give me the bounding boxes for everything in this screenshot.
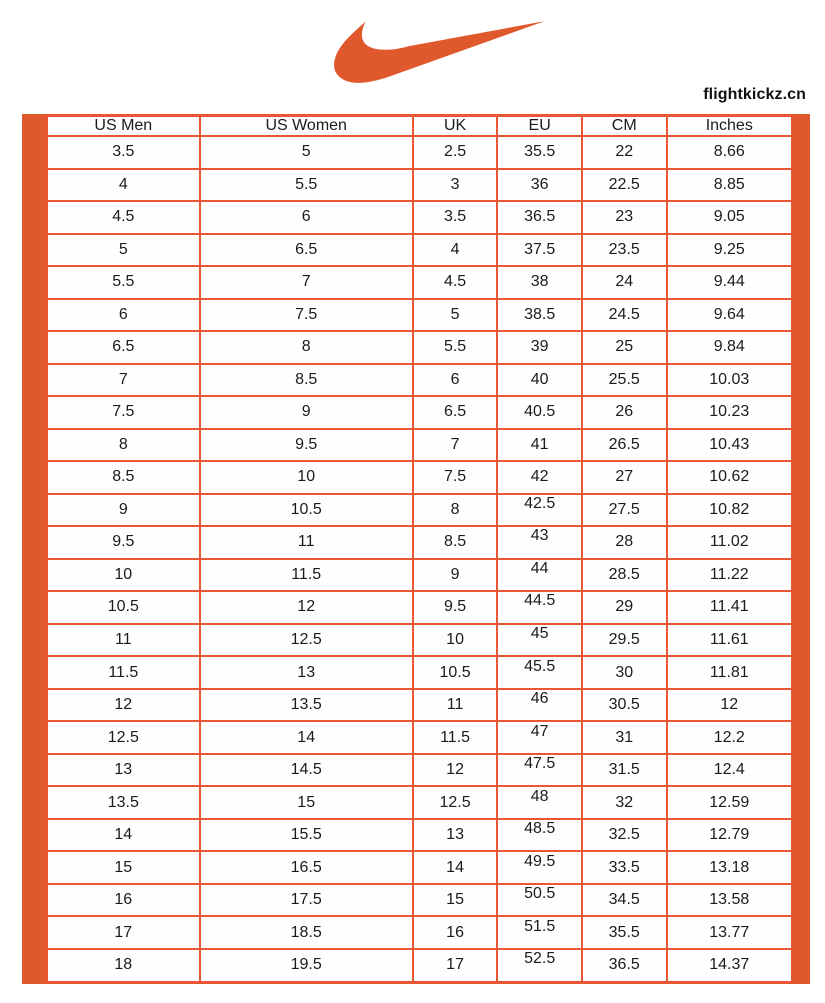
table-cell — [497, 786, 582, 819]
table-cell: 11.5 — [200, 559, 413, 592]
table-cell: 27 — [582, 461, 667, 494]
table-row — [47, 689, 792, 722]
nike-swoosh-icon — [331, 16, 549, 88]
table-cell: 13.58 — [667, 884, 792, 917]
table-cell: 11.81 — [667, 656, 792, 689]
table-cell: 36 — [497, 169, 582, 202]
eu-value-raised: 44 — [530, 559, 549, 577]
table-cell: 8 — [413, 494, 498, 527]
table-cell: 7.5 — [413, 461, 498, 494]
table-cell: 10.5 — [47, 591, 200, 624]
table-cell: 34.5 — [582, 884, 667, 917]
table-cell: 10.5 — [413, 656, 498, 689]
table-cell: 24 — [582, 266, 667, 299]
nike-swoosh-path — [334, 21, 545, 83]
table-cell: 15.5 — [200, 819, 413, 852]
table-cell: 32.5 — [582, 819, 667, 852]
table-cell: 7 — [47, 364, 200, 397]
table-row — [47, 234, 792, 267]
table-cell: 18.5 — [200, 916, 413, 949]
table-cell: 22.5 — [582, 169, 667, 202]
table-cell: 6 — [200, 201, 413, 234]
eu-value-raised: 48.5 — [524, 820, 556, 838]
table-cell: 9.5 — [47, 526, 200, 559]
size-chart-frame — [22, 114, 810, 984]
table-row — [47, 526, 792, 559]
table-cell: 29 — [582, 591, 667, 624]
table-cell: 6 — [413, 364, 498, 397]
table-cell — [497, 591, 582, 624]
eu-value-raised: 47 — [530, 722, 549, 740]
column-header: US Men — [47, 116, 200, 137]
table-cell: 26.5 — [582, 429, 667, 462]
eu-value-raised: 51.5 — [524, 917, 556, 935]
eu-value-raised: 49.5 — [524, 852, 556, 870]
table-cell: 14 — [200, 721, 413, 754]
table-cell: 5.5 — [47, 266, 200, 299]
column-header: EU — [497, 116, 582, 137]
table-cell: 9.84 — [667, 331, 792, 364]
table-cell: 10.5 — [200, 494, 413, 527]
table-cell: 12.59 — [667, 786, 792, 819]
table-row — [47, 299, 792, 332]
left-orange-band — [22, 114, 46, 984]
table-cell: 7 — [413, 429, 498, 462]
table-cell: 41 — [497, 429, 582, 462]
table-cell: 10.23 — [667, 396, 792, 429]
table-row — [47, 494, 792, 527]
table-row — [47, 786, 792, 819]
table-cell: 12.79 — [667, 819, 792, 852]
table-cell: 38.5 — [497, 299, 582, 332]
table-row — [47, 851, 792, 884]
table-cell: 3.5 — [413, 201, 498, 234]
table-cell: 29.5 — [582, 624, 667, 657]
table-cell — [497, 819, 582, 852]
table-cell: 37.5 — [497, 234, 582, 267]
table-row — [47, 331, 792, 364]
table-row — [47, 949, 792, 983]
column-header: US Women — [200, 116, 413, 137]
table-cell — [497, 884, 582, 917]
size-conversion-table — [46, 114, 793, 984]
eu-value-raised: 42.5 — [524, 494, 556, 512]
table-cell: 12 — [413, 754, 498, 787]
table-row — [47, 559, 792, 592]
table-cell: 28.5 — [582, 559, 667, 592]
table-cell: 8.5 — [47, 461, 200, 494]
table-cell: 42 — [497, 461, 582, 494]
table-cell: 9.5 — [200, 429, 413, 462]
table-cell: 8.85 — [667, 169, 792, 202]
table-cell: 13.77 — [667, 916, 792, 949]
table-cell: 5.5 — [200, 169, 413, 202]
table-cell: 11 — [200, 526, 413, 559]
table-cell: 40.5 — [497, 396, 582, 429]
table-cell: 6.5 — [413, 396, 498, 429]
table-cell: 13.5 — [200, 689, 413, 722]
table-cell: 18 — [47, 949, 200, 983]
table-row — [47, 396, 792, 429]
table-cell: 26 — [582, 396, 667, 429]
table-cell: 14 — [47, 819, 200, 852]
table-cell: 24.5 — [582, 299, 667, 332]
table-cell: 13 — [200, 656, 413, 689]
table-cell: 8 — [47, 429, 200, 462]
table-cell: 2.5 — [413, 136, 498, 169]
table-cell: 10.43 — [667, 429, 792, 462]
table-cell: 10.82 — [667, 494, 792, 527]
header-row — [47, 116, 792, 137]
table-cell: 23 — [582, 201, 667, 234]
table-cell: 31.5 — [582, 754, 667, 787]
table-cell: 14 — [413, 851, 498, 884]
table-cell: 10 — [200, 461, 413, 494]
table-cell — [497, 949, 582, 983]
table-cell: 12 — [200, 591, 413, 624]
table-cell: 9.25 — [667, 234, 792, 267]
table-row — [47, 656, 792, 689]
table-cell: 10 — [413, 624, 498, 657]
table-cell: 17 — [413, 949, 498, 983]
table-cell: 10 — [47, 559, 200, 592]
table-cell: 11.5 — [47, 656, 200, 689]
eu-value-raised: 48 — [530, 787, 549, 805]
table-cell: 11.02 — [667, 526, 792, 559]
table-cell: 13 — [413, 819, 498, 852]
table-body — [47, 136, 792, 983]
table-cell: 35.5 — [497, 136, 582, 169]
table-cell: 9.5 — [413, 591, 498, 624]
table-row — [47, 624, 792, 657]
table-row — [47, 754, 792, 787]
table-cell: 9 — [200, 396, 413, 429]
table-cell: 4 — [413, 234, 498, 267]
table-cell: 6.5 — [47, 331, 200, 364]
table-row — [47, 429, 792, 462]
table-cell: 12.5 — [47, 721, 200, 754]
table-cell: 7.5 — [47, 396, 200, 429]
table-cell: 28 — [582, 526, 667, 559]
column-header: CM — [582, 116, 667, 137]
table-cell: 5 — [47, 234, 200, 267]
table-cell: 12.2 — [667, 721, 792, 754]
table-cell: 33.5 — [582, 851, 667, 884]
table-cell: 19.5 — [200, 949, 413, 983]
table-cell: 8.66 — [667, 136, 792, 169]
table-cell: 12.5 — [200, 624, 413, 657]
column-header: UK — [413, 116, 498, 137]
table-cell: 23.5 — [582, 234, 667, 267]
table-cell: 3 — [413, 169, 498, 202]
table-cell: 11 — [47, 624, 200, 657]
table-cell: 25 — [582, 331, 667, 364]
table-cell: 12.5 — [413, 786, 498, 819]
table-cell: 16.5 — [200, 851, 413, 884]
table-cell: 8.5 — [413, 526, 498, 559]
eu-value-raised: 52.5 — [524, 950, 556, 968]
table-cell: 3.5 — [47, 136, 200, 169]
table-row — [47, 169, 792, 202]
table-row — [47, 591, 792, 624]
table-cell: 31 — [582, 721, 667, 754]
table-cell: 11.5 — [413, 721, 498, 754]
table-row — [47, 819, 792, 852]
eu-value-raised: 44.5 — [524, 592, 556, 610]
table-cell: 30 — [582, 656, 667, 689]
table-row — [47, 916, 792, 949]
table-cell: 5 — [413, 299, 498, 332]
table-cell: 27.5 — [582, 494, 667, 527]
table-cell — [497, 851, 582, 884]
eu-value-raised: 43 — [530, 527, 549, 545]
table-cell: 7.5 — [200, 299, 413, 332]
table-cell: 12.4 — [667, 754, 792, 787]
eu-value-raised: 50.5 — [524, 885, 556, 903]
table-cell: 38 — [497, 266, 582, 299]
table-cell — [497, 721, 582, 754]
table-cell: 6.5 — [200, 234, 413, 267]
table-cell — [497, 624, 582, 657]
eu-value-raised: 45.5 — [524, 657, 556, 675]
table-cell: 16 — [413, 916, 498, 949]
table-cell: 17 — [47, 916, 200, 949]
column-header: Inches — [667, 116, 792, 137]
right-orange-band — [793, 114, 810, 984]
table-cell: 12 — [667, 689, 792, 722]
table-row — [47, 721, 792, 754]
table-row — [47, 266, 792, 299]
table-cell: 25.5 — [582, 364, 667, 397]
table-cell — [497, 754, 582, 787]
table-cell: 11 — [413, 689, 498, 722]
table-cell: 12 — [47, 689, 200, 722]
table-cell: 5.5 — [413, 331, 498, 364]
table-cell: 15 — [413, 884, 498, 917]
table-cell: 4 — [47, 169, 200, 202]
table-cell: 9.44 — [667, 266, 792, 299]
table-cell — [497, 916, 582, 949]
table-row — [47, 884, 792, 917]
table-cell: 9 — [413, 559, 498, 592]
table-cell: 13.5 — [47, 786, 200, 819]
table-cell: 36.5 — [497, 201, 582, 234]
table-cell: 11.22 — [667, 559, 792, 592]
table-cell: 9.05 — [667, 201, 792, 234]
table-cell: 10.03 — [667, 364, 792, 397]
table-cell — [497, 656, 582, 689]
table-cell: 14.5 — [200, 754, 413, 787]
table-cell: 6 — [47, 299, 200, 332]
table-cell: 17.5 — [200, 884, 413, 917]
table-cell: 30.5 — [582, 689, 667, 722]
table-cell: 5 — [200, 136, 413, 169]
eu-value-raised: 45 — [530, 624, 549, 642]
table-cell: 36.5 — [582, 949, 667, 983]
table-cell: 4.5 — [47, 201, 200, 234]
table-cell: 8 — [200, 331, 413, 364]
table-cell: 11.61 — [667, 624, 792, 657]
table-cell — [497, 526, 582, 559]
table-row — [47, 364, 792, 397]
table-row — [47, 461, 792, 494]
table-cell: 15 — [47, 851, 200, 884]
table-cell: 9.64 — [667, 299, 792, 332]
table-cell: 15 — [200, 786, 413, 819]
table-cell: 7 — [200, 266, 413, 299]
eu-value-raised: 47.5 — [524, 755, 556, 773]
table-cell: 40 — [497, 364, 582, 397]
table-cell: 16 — [47, 884, 200, 917]
table-cell: 13.18 — [667, 851, 792, 884]
table-cell: 39 — [497, 331, 582, 364]
table-row — [47, 201, 792, 234]
table-cell: 4.5 — [413, 266, 498, 299]
table-row — [47, 136, 792, 169]
table-cell — [497, 494, 582, 527]
table-cell: 22 — [582, 136, 667, 169]
table-cell — [497, 559, 582, 592]
table-cell: 10.62 — [667, 461, 792, 494]
table-cell — [497, 689, 582, 722]
table-cell: 9 — [47, 494, 200, 527]
table-cell: 11.41 — [667, 591, 792, 624]
table-cell: 8.5 — [200, 364, 413, 397]
table-cell: 35.5 — [582, 916, 667, 949]
table-cell: 13 — [47, 754, 200, 787]
eu-value-raised: 46 — [530, 690, 549, 708]
table-cell: 14.37 — [667, 949, 792, 983]
table-cell: 32 — [582, 786, 667, 819]
site-name: flightkickz.cn — [703, 86, 806, 103]
